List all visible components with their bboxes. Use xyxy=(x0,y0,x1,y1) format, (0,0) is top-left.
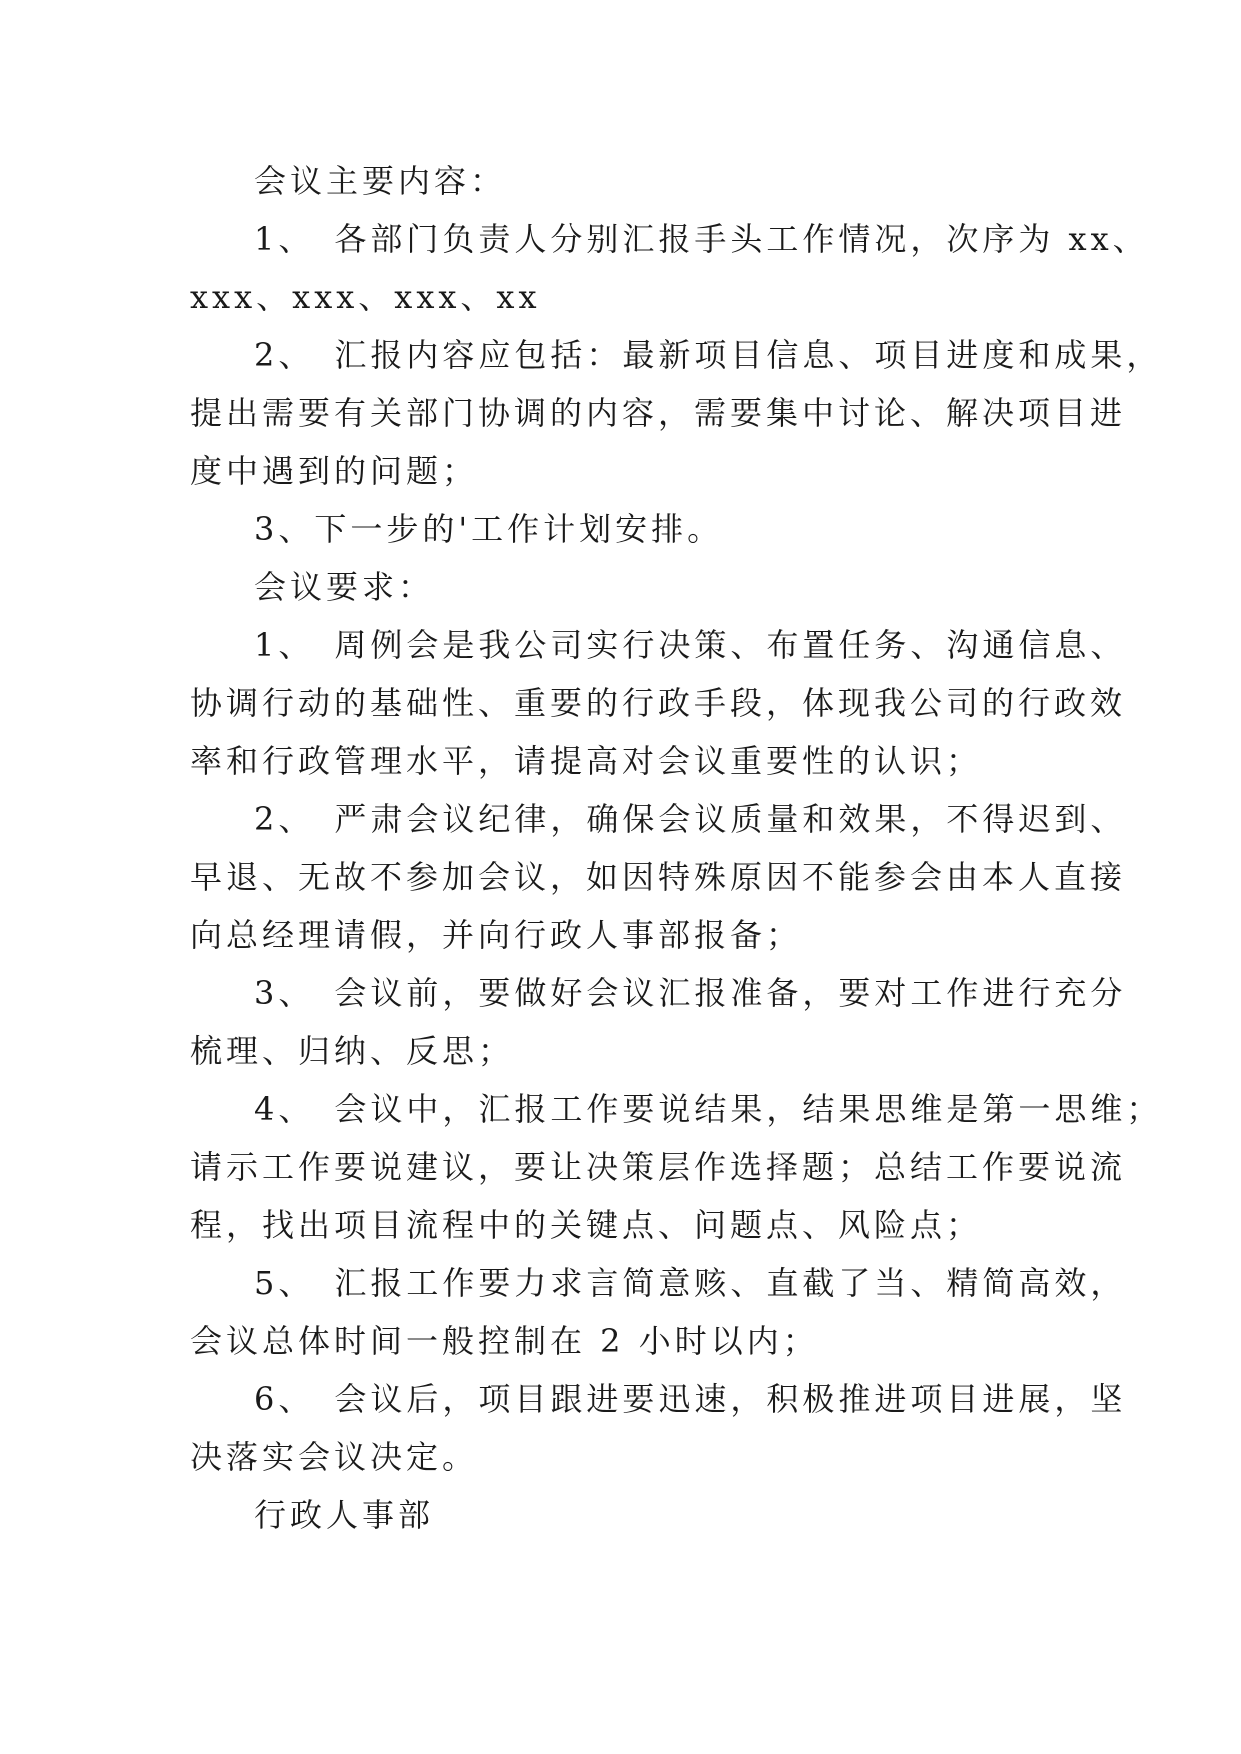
requirement-item-2-line-3: 向总经理请假，并向行政人事部报备； xyxy=(190,916,803,954)
requirement-item-4 xyxy=(190,1080,1163,1254)
content-item-2-line-2: 提出需要有关部门协调的内容，需要集中讨论、解决项目进 xyxy=(190,394,1127,432)
requirement-item-1-line-3: 率和行政管理水平，请提高对会议重要性的认识； xyxy=(190,742,983,780)
content-item-1 xyxy=(190,210,1149,326)
requirement-item-6 xyxy=(190,1370,1127,1486)
requirement-item-3-line-2: 梳理、归纳、反思； xyxy=(190,1032,515,1070)
requirement-item-1 xyxy=(190,616,1127,790)
requirement-item-2 xyxy=(190,790,1127,964)
content-item-1-line-1: 1、 各部门负责人分别汇报手头工作情况，次序为 xx、 xyxy=(254,220,1149,258)
content-item-3 xyxy=(190,500,1070,558)
content-item-3-line-1: 3、下一步的'工作计划安排。 xyxy=(254,510,724,548)
heading-content: 会议主要内容： xyxy=(254,162,507,200)
signature: 行政人事部 xyxy=(254,1496,435,1534)
content-item-2-line-1: 2、 汇报内容应包括：最新项目信息、项目进度和成果， xyxy=(254,336,1163,374)
requirement-item-4-line-2: 请示工作要说建议，要让决策层作选择题；总结工作要说流 xyxy=(190,1148,1127,1186)
requirement-item-6-line-1: 6、 会议后，项目跟进要迅速，积极推进项目进展，坚 xyxy=(254,1380,1127,1418)
requirement-item-2-line-2: 早退、无故不参加会议，如因特殊原因不能参会由本人直接 xyxy=(190,858,1127,896)
document-body xyxy=(190,152,1163,1544)
requirement-item-5 xyxy=(190,1254,1127,1370)
requirement-item-1-line-1: 1、 周例会是我公司实行决策、布置任务、沟通信息、 xyxy=(254,626,1127,664)
heading-requirements: 会议要求： xyxy=(254,568,435,606)
requirement-item-1-line-2: 协调行动的基础性、重要的行政手段，体现我公司的行政效 xyxy=(190,684,1127,722)
content-item-1-line-2: xxx、xxx、xxx、xx xyxy=(190,278,541,316)
content-item-2 xyxy=(190,326,1163,500)
requirement-item-5-line-2: 会议总体时间一般控制在 2 小时以内； xyxy=(190,1322,819,1360)
requirement-item-3 xyxy=(190,964,1127,1080)
requirement-item-6-line-2: 决落实会议决定。 xyxy=(190,1438,479,1476)
requirement-item-5-line-1: 5、 汇报工作要力求言简意赅、直截了当、精简高效， xyxy=(254,1264,1127,1302)
requirement-item-2-line-1: 2、 严肃会议纪律，确保会议质量和效果，不得迟到、 xyxy=(254,800,1127,838)
requirement-item-4-line-1: 4、 会议中，汇报工作要说结果，结果思维是第一思维； xyxy=(254,1090,1163,1128)
requirement-item-3-line-1: 3、 会议前，要做好会议汇报准备，要对工作进行充分 xyxy=(254,974,1127,1012)
content-item-2-line-3: 度中遇到的问题； xyxy=(190,452,479,490)
requirement-item-4-line-3: 程，找出项目流程中的关键点、问题点、风险点； xyxy=(190,1206,983,1244)
